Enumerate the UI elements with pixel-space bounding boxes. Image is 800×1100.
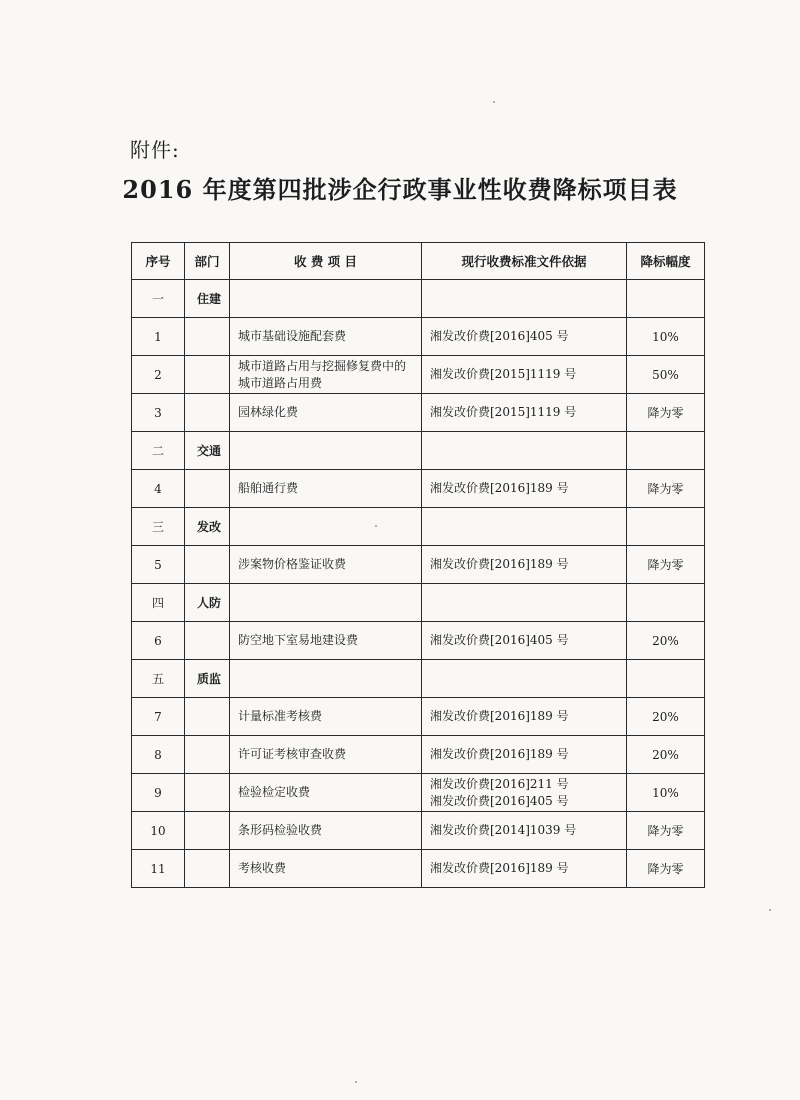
basis-line: 湘发改价费[2016]189 号 [430,557,569,571]
cell-basis [422,698,627,736]
cell-rate [627,660,705,698]
scan-speck [769,909,771,911]
basis-line: 湘发改价费[2016]189 号 [430,861,569,875]
cell-item: 防空地下室易地建设费 [230,622,422,660]
cell-item: 涉案物价格鉴证收费 [230,546,422,584]
cell-basis [422,736,627,774]
cell-no: 6 [132,622,185,660]
cell-item: 园林绿化费 [230,394,422,432]
cell-item [230,508,422,546]
table-row [132,546,705,584]
cell-rate: 降为零 [627,812,705,850]
cell-rate [627,508,705,546]
cell-basis [422,508,627,546]
table-row [132,812,705,850]
header-item: 收 费 项 目 [230,243,422,280]
cell-rate: 20% [627,736,705,774]
cell-no: 1 [132,318,185,356]
cell-basis [422,470,627,508]
table-row [132,356,705,394]
table-row [132,850,705,888]
cell-no: 五 [132,660,185,698]
cell-basis [422,584,627,622]
cell-item: 城市基础设施配套费 [230,318,422,356]
cell-basis [422,318,627,356]
basis-line: 湘发改价费[2016]189 号 [430,709,569,723]
table-row [132,736,705,774]
cell-dept [185,622,230,660]
cell-dept [185,318,230,356]
cell-dept [185,394,230,432]
cell-no: 7 [132,698,185,736]
cell-dept: 人防 [185,584,230,622]
cell-basis [422,394,627,432]
table-row [132,698,705,736]
header-dept: 部门 [185,243,230,280]
cell-no: 8 [132,736,185,774]
cell-rate: 10% [627,774,705,812]
category-row [132,280,705,318]
cell-basis [422,660,627,698]
cell-rate: 10% [627,318,705,356]
cell-no: 10 [132,812,185,850]
cell-item: 条形码检验收费 [230,812,422,850]
table-row [132,622,705,660]
cell-dept [185,812,230,850]
cell-rate: 降为零 [627,850,705,888]
cell-item: 计量标准考核费 [230,698,422,736]
cell-item: 许可证考核审查收费 [230,736,422,774]
cell-item: 考核收费 [230,850,422,888]
cell-rate: 降为零 [627,470,705,508]
cell-rate [627,584,705,622]
cell-basis [422,812,627,850]
cell-rate: 50% [627,356,705,394]
cell-basis [422,356,627,394]
basis-line: 湘发改价费[2016]405 号 [430,633,569,647]
cell-item [230,584,422,622]
cell-no: 11 [132,850,185,888]
category-row [132,660,705,698]
cell-no: 三 [132,508,185,546]
table-row [132,318,705,356]
table-header-row [132,243,705,280]
basis-line: 湘发改价费[2016]189 号 [430,481,569,495]
cell-dept: 住建 [185,280,230,318]
cell-basis [422,774,627,812]
cell-dept [185,736,230,774]
cell-dept [185,356,230,394]
scan-speck [355,1081,357,1083]
basis-line: 湘发改价费[2014]1039 号 [430,823,577,837]
cell-no: 4 [132,470,185,508]
cell-rate: 降为零 [627,546,705,584]
category-row [132,432,705,470]
cell-dept [185,546,230,584]
header-no: 序号 [132,243,185,280]
basis-line: 湘发改价费[2016]189 号 [430,747,569,761]
table-row [132,774,705,812]
cell-no: 2 [132,356,185,394]
cell-rate [627,432,705,470]
cell-no: 二 [132,432,185,470]
cell-rate: 降为零 [627,394,705,432]
basis-line: 湘发改价费[2016]211 号 [430,776,569,791]
cell-item: 船舶通行费 [230,470,422,508]
scan-speck [493,101,495,103]
header-rate: 降标幅度 [627,243,705,280]
basis-line: 湘发改价费[2016]405 号 [430,793,569,808]
cell-dept: 交通 [185,432,230,470]
cell-item [230,280,422,318]
table-row [132,394,705,432]
cell-basis [422,850,627,888]
cell-dept [185,698,230,736]
table-body [132,280,705,888]
cell-dept [185,470,230,508]
cell-basis [422,622,627,660]
cell-no: 3 [132,394,185,432]
basis-line: 湘发改价费[2015]1119 号 [430,367,577,381]
category-row [132,584,705,622]
cell-rate [627,280,705,318]
table-row [132,470,705,508]
attachment-label: 附件: [130,138,180,162]
cell-dept [185,850,230,888]
cell-basis [422,280,627,318]
cell-no: 一 [132,280,185,318]
header-basis: 现行收费标准文件依据 [422,243,627,280]
cell-dept: 质监 [185,660,230,698]
cell-rate: 20% [627,622,705,660]
cell-dept: 发改 [185,508,230,546]
cell-rate: 20% [627,698,705,736]
category-row [132,508,705,546]
basis-line: 湘发改价费[2016]405 号 [430,329,569,343]
cell-basis [422,546,627,584]
scan-speck [375,525,377,527]
cell-item [230,432,422,470]
fee-reduction-table [131,242,705,888]
cell-item: 城市道路占用与挖掘修复费中的城市道路占用费 [230,356,422,394]
cell-no: 9 [132,774,185,812]
cell-item: 检验检定收费 [230,774,422,812]
cell-basis [422,432,627,470]
cell-no: 5 [132,546,185,584]
basis-line: 湘发改价费[2015]1119 号 [430,405,577,419]
cell-no: 四 [132,584,185,622]
document-title: 2016 年度第四批涉企行政事业性收费降标项目表 [122,175,678,204]
cell-dept [185,774,230,812]
cell-item [230,660,422,698]
